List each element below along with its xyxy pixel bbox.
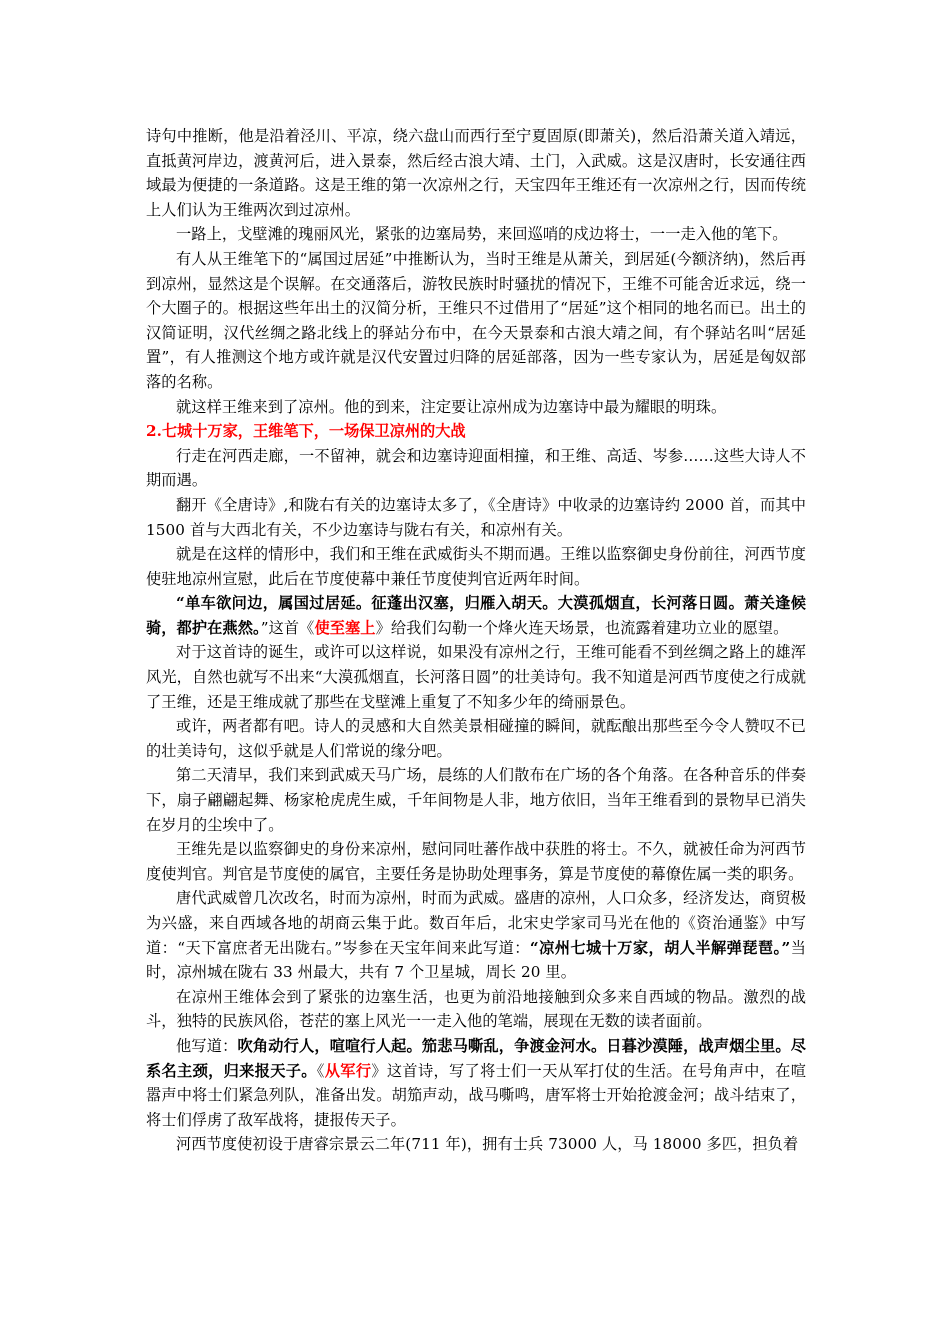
paragraph-wuwei-meeting: 就是在这样的情形中，我们和王维在武威街头不期而遇。王维以监察御史身份前往，河西节度使驻地凉州宣慰，此后在节度使幕中兼任节度使判官近两年时间。 <box>146 545 806 588</box>
history-text-b: 当时，凉州城在陇右 33 州最大，共有 7 个卫星城，周长 20 里。 <box>146 938 807 982</box>
congjun-intro: 他写道： <box>176 1036 238 1055</box>
poem-intro: ”这首《 <box>260 618 315 637</box>
paragraph-poem-shizhi <box>146 591 806 640</box>
congjun-open: 《 <box>316 1061 325 1080</box>
paragraph-hexi-jiedushi: 河西节度使初设于唐睿宗景云二年(711 年)，拥有士兵 73000 人，马 18000 多匹，担负着 <box>176 1135 799 1154</box>
history-text-a: 唐代武威曾几次改名，时而为凉州，时而为武威。盛唐的凉州，人口众多，经济发达，商贸极为兴盛，来自西域各地的胡商云集于此。数百年后，北宋史学家司马光在他的《资治通鉴》中写道：“天下富庶者无出陇右。”岑参在天宝年间来此写道： <box>146 889 806 957</box>
congjun-quote: 吹角动行人，喧喧行人起。笳悲马嘶乱，争渡金河水。日暮沙漠陲，战声烟尘里。尽系名主颈，归来报天子。 <box>146 1036 807 1080</box>
cen-shen-quote: “凉州七城十万家，胡人半解弹琵琶。” <box>529 938 791 957</box>
paragraph-frontier-life: 在凉州王维体会到了紧张的边塞生活，也更为前沿地接触到众多来自西域的物品。激烈的战斗，独特的民族风俗，苍茫的塞上风光一一走入他的笔端，展现在无数的读者面前。 <box>146 987 806 1031</box>
paragraph-quan-tang-shi: 翻开《全唐诗》,和陇右有关的边塞诗太多了，《全唐诗》中收录的边塞诗约 2000 首，而其中 1500 首与大西北有关，不少边塞诗与陇右有关，和凉州有关。 <box>146 495 806 539</box>
paragraph-tianma-square: 第二天清早，我们来到武威天马广场，晨练的人们散布在广场的各个角落。在各种音乐的伴奏下，扇子翩翩起舞、杨家枪虎虎生威，千年间物是人非，地方依旧，当年王维看到的景物早已消失在岁月的尘埃中了。 <box>146 766 806 834</box>
poem-title: 使至塞上 <box>314 618 376 637</box>
paragraph-route: 诗句中推断，他是沿着泾川、平凉，绕六盘山而西行至宁夏固原(即萧关)，然后沿萧关道入靖远，直抵黄河岸边，渡黄河后，进入景泰，然后经古浪大靖、土门，入武威。这是汉唐时，长安通往西域最为便捷的一条道路。这是王维的第一次凉州之行，天宝四年王维还有一次凉州之行，因而传统上人们认为王维两次到过凉州。 <box>146 127 806 219</box>
document-page <box>146 124 806 1157</box>
paragraph-judge-role: 王维先是以监察御史的身份来凉州，慰问同吐蕃作战中获胜的将士。不久，就被任命为河西节度使判官。判官是节度使的属官，主要任务是协助处理事务，算是节度使的幕僚佐属一类的职务。 <box>146 840 806 883</box>
paragraph-poem-birth: 对于这首诗的诞生，或许可以这样说，如果没有凉州之行，王维可能看不到丝绸之路上的雄浑风光，自然也就写不出来“大漠孤烟直，长河落日圆”的壮美诗句。我不知道是河西节度使之行成就了王维，还是王维成就了那些在戈壁滩上重复了不知多少年的绮丽景色。 <box>146 643 806 711</box>
paragraph-arrival: 就这样王维来到了凉州。他的到来，注定要让凉州成为边塞诗中最为耀眼的明珠。 <box>176 397 727 416</box>
paragraph-juyan: 有人从王维笔下的“属国过居延”中推断认为，当时王维是从萧关，到居延(今额济纳)，然后再到凉州，显然这是个误解。在交通落后，游牧民族时时骚扰的情况下，王维不可能舍近求远，绕一个大圈子的。根据这些年出土的汉简分析，王维只不过借用了“居延”这个相同的地名而已。出土的汉简证明，汉代丝绸之路北线上的驿站分布中，在今天景泰和古浪大靖之间，有个驿站名叫“居延置”，有人推测这个地方或许就是汉代安置过归降的居延部落，因为一些专家认为，居延是匈奴部落的名称。 <box>146 249 806 391</box>
poem-quote: “单车欲问边，属国过居延。征蓬出汉塞，归雁入胡天。大漠孤烟直，长河落日圆。萧关逢候骑，都护在燕然。 <box>146 594 806 637</box>
congjun-title: 从军行 <box>324 1061 372 1080</box>
congjun-comment: 》这首诗，写了将士们一天从军打仗的生活。在号角声中，在喧嚣声中将士们紧急列队，准备出发。胡笳声动，战马嘶鸣，唐军将士开始抢渡金河；战斗结束了，将士们俘虏了敌军战将，捷报传天子。 <box>146 1061 806 1129</box>
paragraph-hexi-corridor: 行走在河西走廊，一不留神，就会和边塞诗迎面相撞，和王维、高适、岑参……这些大诗人不期而遇。 <box>146 446 806 490</box>
section-heading: 2.七城十万家，王维笔下，一场保卫凉州的大战 <box>146 422 466 441</box>
paragraph-gobi: 一路上，戈壁滩的瑰丽风光，紧张的边塞局势，来回巡哨的戍边将士，一一走入他的笔下。 <box>176 225 788 244</box>
paragraph-poem-congjun <box>146 1034 806 1132</box>
poem-comment: 》给我们勾勒一个烽火连天场景，也流露着建功立业的愿望。 <box>375 618 789 637</box>
paragraph-fate: 或许，两者都有吧。诗人的灵感和大自然美景相碰撞的瞬间，就酝酿出那些至今令人赞叹不已的壮美诗句，这似乎就是人们常说的缘分吧。 <box>146 717 806 760</box>
paragraph-liangzhou-history <box>146 886 806 984</box>
